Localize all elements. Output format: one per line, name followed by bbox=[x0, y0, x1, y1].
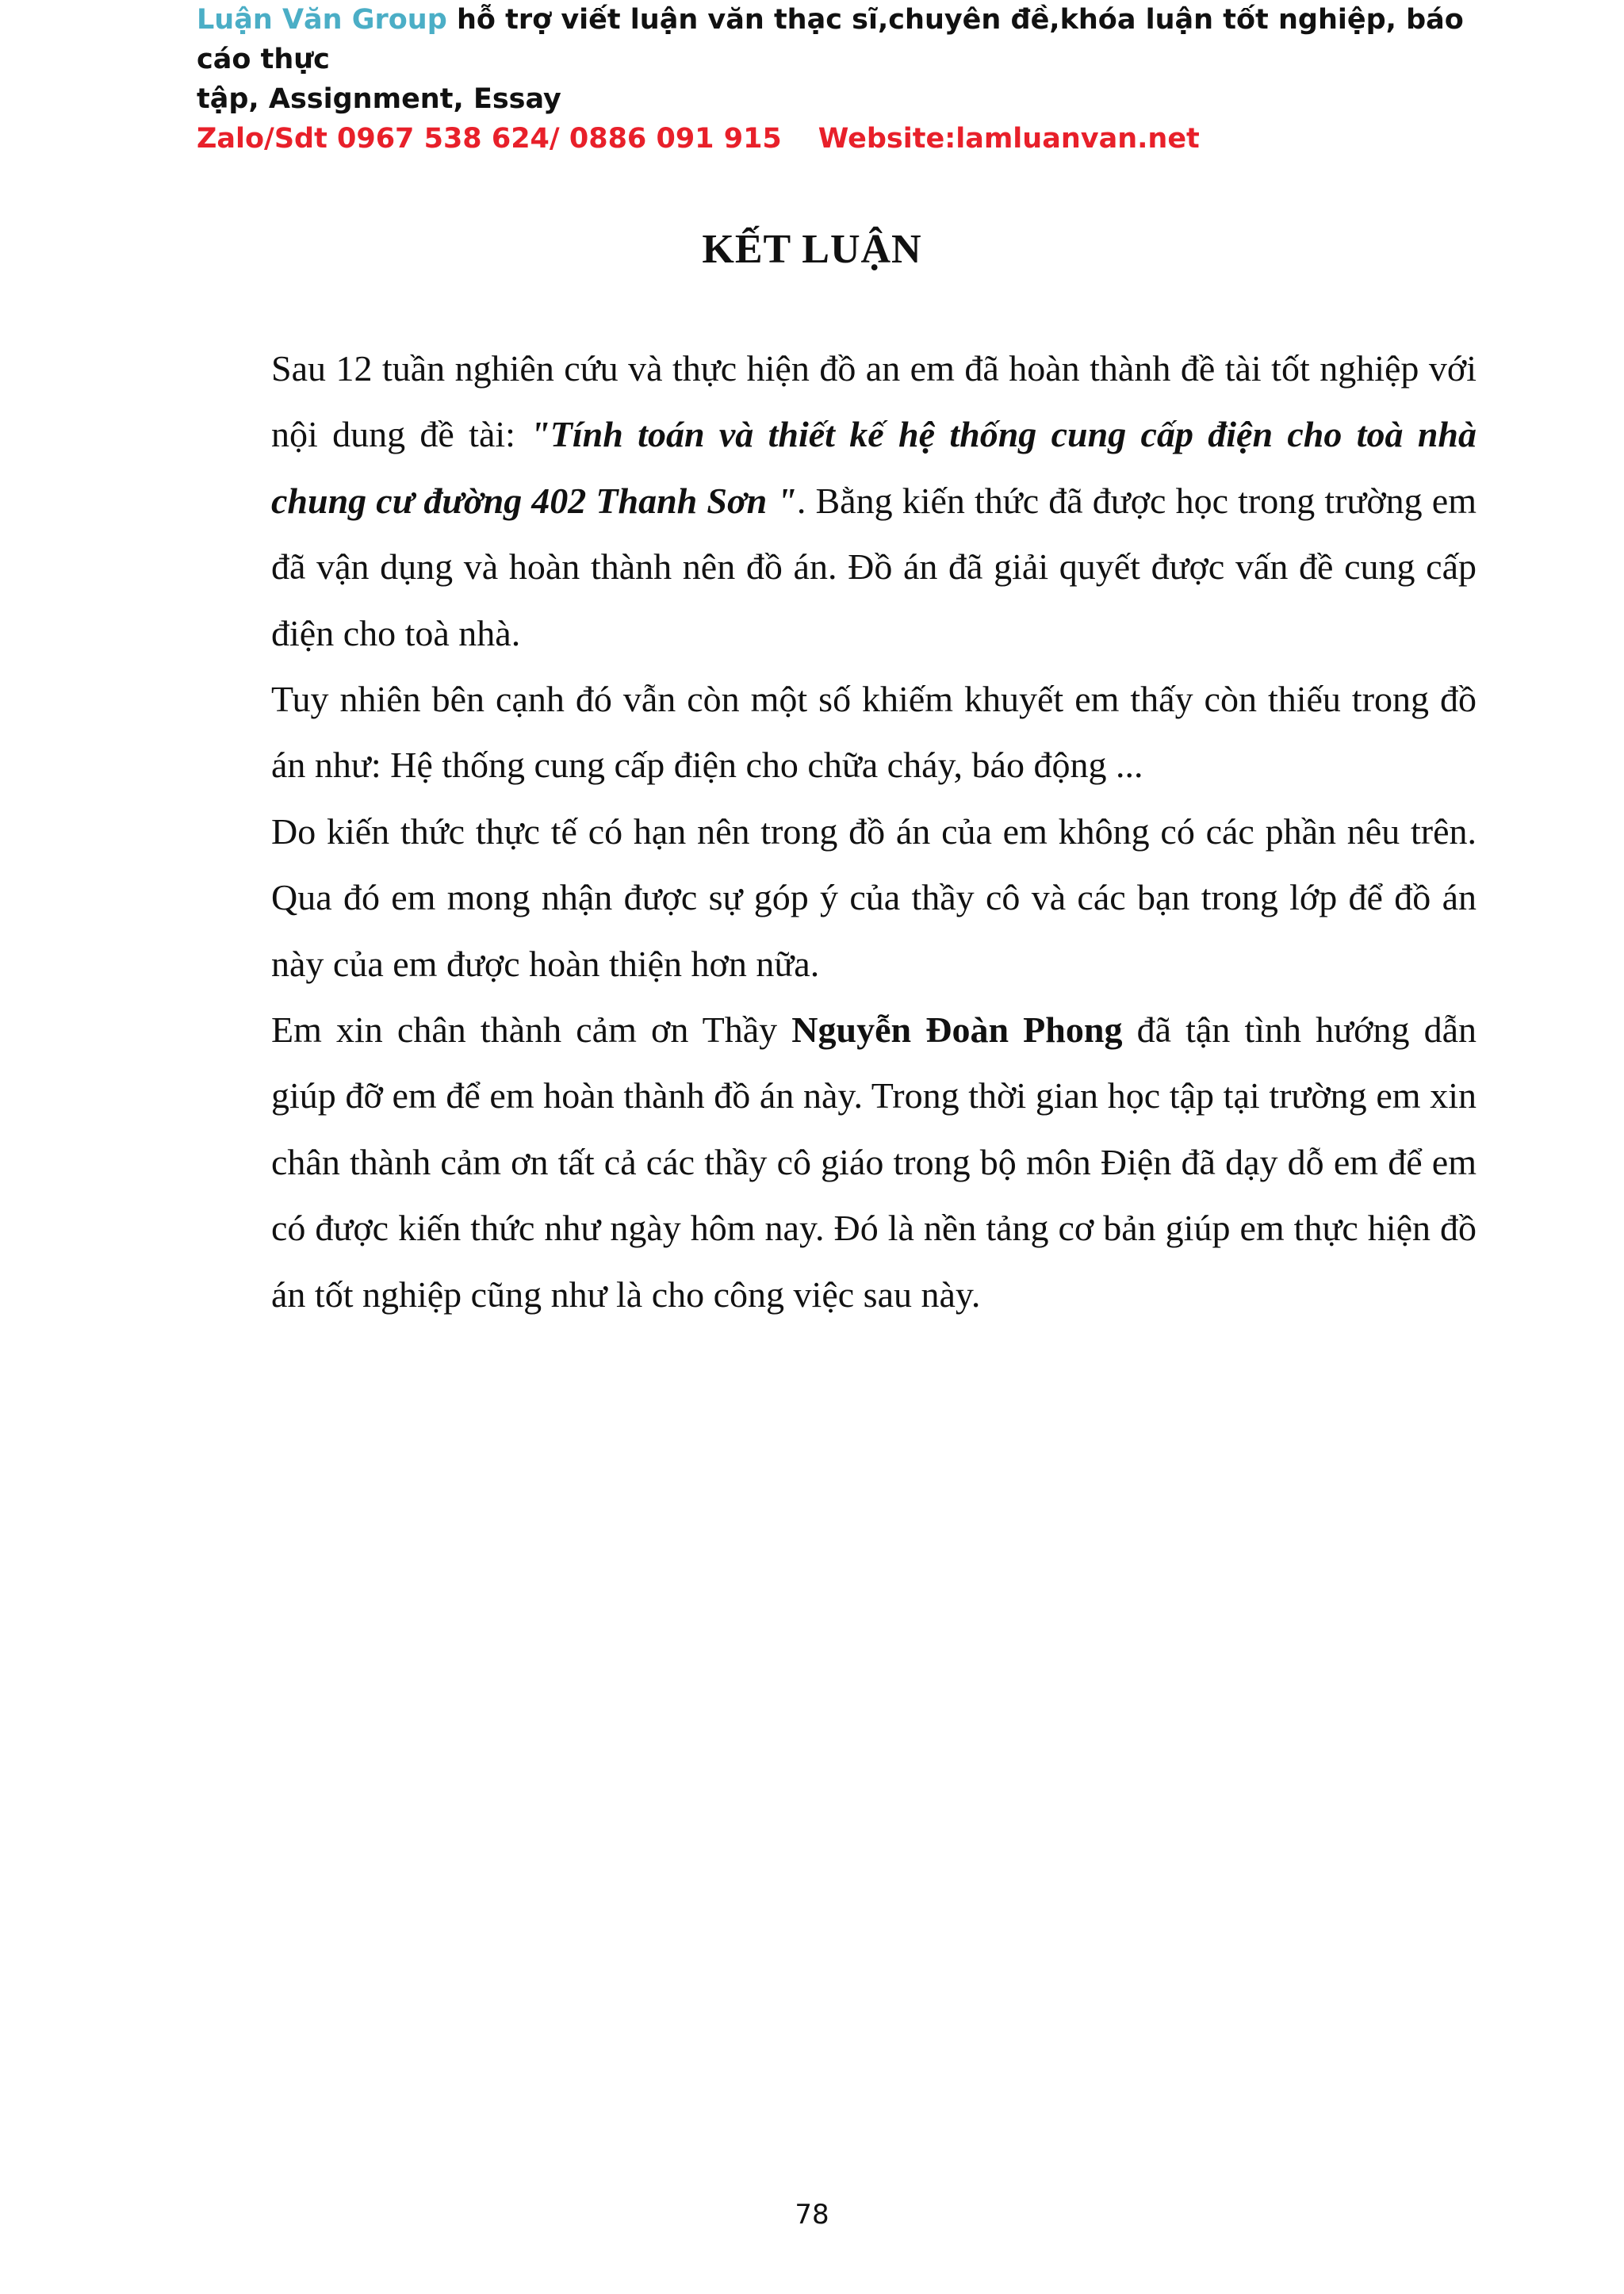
paragraph-1-rest: . Bằng kiến thức đã được học trong trường em đã vận dụng và hoàn thành nên đồ án. Đồ án đã giải quyết được vấn đề cung cấp điện cho toà nhà. bbox=[271, 480, 1477, 653]
page-header bbox=[197, 0, 1481, 159]
teacher-name: Nguyễn Đoàn Phong bbox=[791, 1009, 1123, 1051]
header-contact-line bbox=[197, 119, 1481, 159]
paragraph-2: Tuy nhiên bên cạnh đó vẫn còn một số khiếm khuyết em thấy còn thiếu trong đồ án như: Hệ thống cung cấp điện cho chữa cháy, báo động ... bbox=[271, 679, 1477, 786]
section-title: KẾT LUẬN bbox=[702, 227, 922, 272]
paragraph-4-lead: Em xin chân thành cảm ơn Thầy bbox=[271, 1009, 792, 1051]
header-line-1 bbox=[197, 0, 1481, 79]
header-line-2 bbox=[197, 79, 1481, 119]
paragraph-4 bbox=[271, 997, 1477, 1327]
page-number: 78 bbox=[795, 2199, 829, 2231]
header-contact: Zalo/Sdt 0967 538 624/ 0886 091 915 bbox=[197, 123, 782, 155]
paragraph-1 bbox=[271, 335, 1477, 666]
thesis-topic: "Tính toán và thiết kế hệ thống cung cấp điện cho toà nhà chung cư đường 402 Thanh Sơn " bbox=[271, 414, 1477, 521]
header-tagline-part1: hỗ trợ viết luận văn thạc sĩ,chuyên đề,khóa luận tốt nghiệp, báo cáo thực bbox=[197, 4, 1464, 75]
conclusion-body bbox=[271, 335, 1477, 1327]
paragraph-3: Do kiến thức thực tế có hạn nên trong đồ án của em không có các phần nêu trên. Qua đó em mong nhận được sự góp ý của thầy cô và các bạn trong lớp để đồ án này của em được hoàn thiện hơn nữa. bbox=[271, 810, 1477, 984]
paragraph-1-lead: Sau 12 tuần nghiên cứu và thực hiện đồ an em đã hoàn thành đề tài tốt nghiệp với nội dung đề tài: bbox=[271, 348, 1477, 455]
header-website: Website:lamluanvan.net bbox=[818, 123, 1200, 155]
paragraph-4-rest: đã tận tình hướng dẫn giúp đỡ em để em hoàn thành đồ án này. Trong thời gian học tập tại trường em xin chân thành cảm ơn tất cả các thầy cô giáo trong bộ môn Điện đã dạy dỗ em để em có được kiến thức như ngày hôm nay. Đó là nền tảng cơ bản giúp em thực hiện đồ án tốt nghiệp cũng như là cho công việc sau này. bbox=[271, 1009, 1477, 1315]
header-tagline-part2: tập, Assignment, Essay bbox=[197, 83, 561, 115]
brand-name: Luận Văn Group bbox=[197, 4, 447, 36]
